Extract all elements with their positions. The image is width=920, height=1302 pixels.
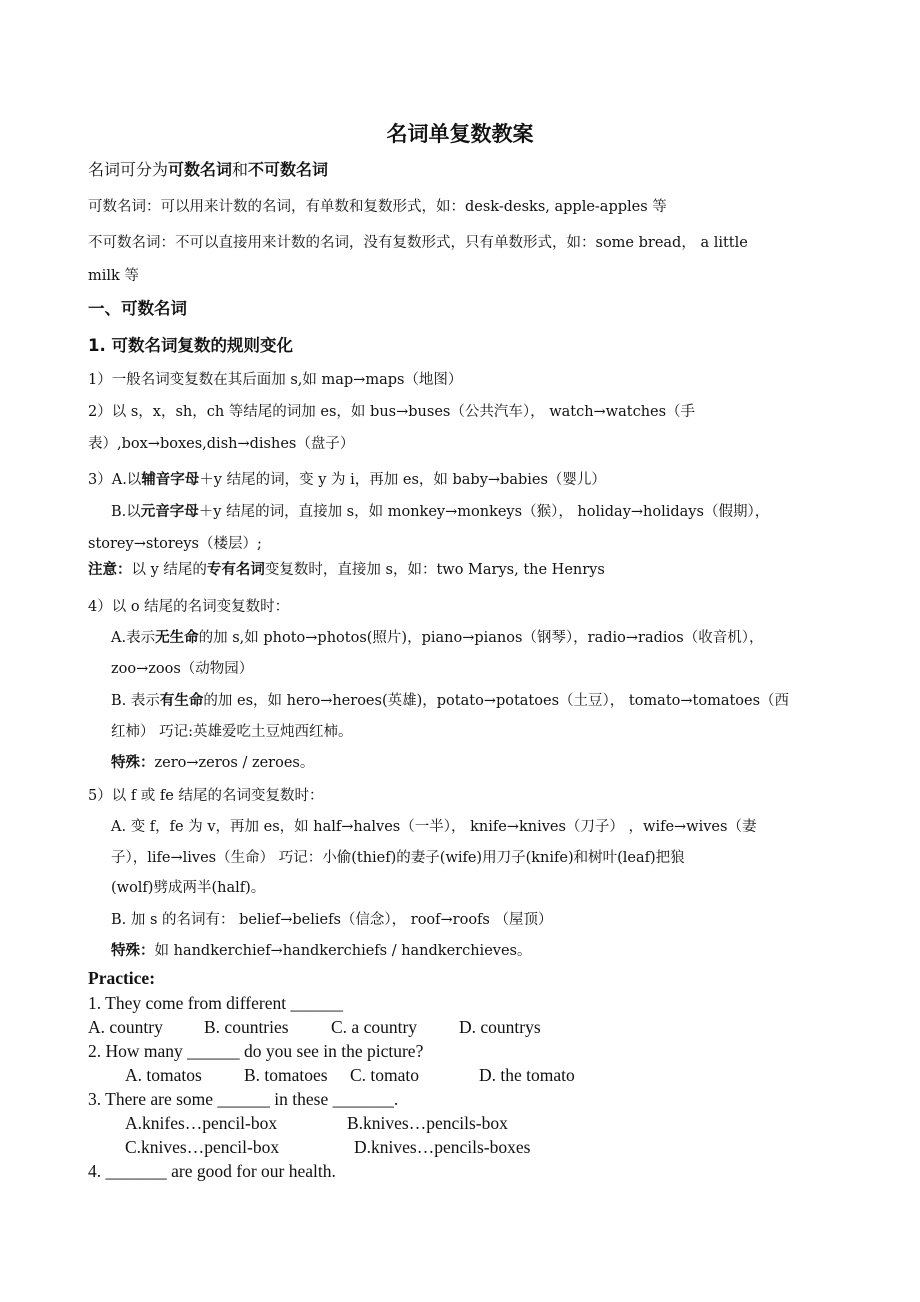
- def-uncountable-line2: milk 等: [88, 268, 139, 284]
- rule-4a: [111, 628, 763, 648]
- question-2: 2. How many ______ do you see in the picture?: [88, 1041, 424, 1061]
- intro-prefix: 名词可分为: [88, 160, 169, 179]
- rule-3a-post: ＋y 结尾的词，变 y 为 i，再加 es，如 baby→babies（婴儿）: [199, 472, 606, 488]
- note-pre: 以 y 结尾的: [131, 562, 207, 578]
- question-2-option-a: A. tomatos: [125, 1065, 202, 1085]
- rule-4b-line2: 红柿） 巧记:英雄爱吃土豆炖西红柿。: [111, 724, 353, 740]
- def-uncountable-line1: 不可数名词：不可以直接用来计数的名词，没有复数形式，只有单数形式，如：some bread， a little: [88, 235, 748, 251]
- question-3-option-a: A.knifes…pencil-box: [125, 1113, 278, 1133]
- question-1-option-a: A. country: [88, 1017, 163, 1037]
- page-title: 名词单复数教案: [386, 122, 534, 146]
- note-line: [88, 560, 605, 580]
- rule-5-special-label: 特殊：: [111, 942, 155, 959]
- rule-3a-bold: 辅音字母: [141, 471, 200, 488]
- rule-1: 1）一般名词变复数在其后面加 s,如 map→maps（地图）: [88, 372, 463, 388]
- rule-5a-line2: 子），life→lives（生命） 巧记：小偷(thief)的妻子(wife)用刀子(knife)和树叶(leaf)把狼: [111, 850, 685, 866]
- rule-3b-post: ＋y 结尾的词，直接加 s，如 monkey→monkeys（猴）， holiday→holidays（假期），: [198, 504, 770, 520]
- rule-4-special: [111, 753, 314, 773]
- rule-3b-pre: B.以: [111, 504, 141, 520]
- rule-4a-bold: 无生命: [155, 629, 199, 646]
- rule-5: 5）以 f 或 fe 结尾的名词变复数时：: [88, 788, 324, 804]
- rule-4a-pre: A.表示: [111, 630, 156, 646]
- note-bold: 专有名词: [206, 561, 265, 578]
- rule-2-line1: 2）以 s，x，sh，ch 等结尾的词加 es，如 bus→buses（公共汽车）， watch→watches（手: [88, 404, 696, 420]
- section-heading-countable: 一、可数名词: [88, 299, 187, 318]
- rule-2-line2: 表）,box→boxes,dish→dishes（盘子）: [88, 436, 355, 452]
- rule-4b-pre: B. 表示: [111, 693, 160, 709]
- rule-5-special-text: 如 handkerchief→handkerchiefs / handkerchieves。: [154, 943, 532, 959]
- question-3-option-b: B.knives…pencils-box: [347, 1113, 508, 1133]
- rule-4-special-text: zero→zeros / zeroes。: [154, 755, 315, 771]
- question-3: 3. There are some ______ in these _______.: [88, 1089, 399, 1109]
- subsection-heading-regular: 1. 可数名词复数的规则变化: [88, 336, 293, 355]
- rule-3b-line2: storey→storeys（楼层）;: [88, 536, 262, 552]
- intro-and: 和: [232, 160, 249, 179]
- question-3-option-d: D.knives…pencils-boxes: [354, 1137, 531, 1157]
- def-countable: 可数名词：可以用来计数的名词，有单数和复数形式，如：desk-desks, apple-apples 等: [88, 199, 667, 215]
- rule-3a: [88, 470, 606, 490]
- note-post: 变复数时，直接加 s，如：two Marys, the Henrys: [264, 562, 605, 578]
- rule-4b-post: 的加 es，如 hero→heroes(英雄)，potato→potatoes（土豆）， tomato→tomatoes（西: [203, 693, 790, 709]
- question-1-option-c: C. a country: [331, 1017, 418, 1037]
- rule-5a-line1: A. 变 f，fe 为 v，再加 es，如 half→halves（一半）， knife→knives（刀子） ，wife→wives（妻: [111, 819, 757, 835]
- question-1: 1. They come from different ______: [88, 993, 343, 1013]
- rule-4-special-label: 特殊：: [111, 754, 155, 771]
- rule-5b: B. 加 s 的名词有： belief→beliefs（信念）， roof→roofs （屋顶）: [111, 912, 553, 928]
- intro-uncountable: 不可数名词: [248, 160, 329, 179]
- question-1-option-b: B. countries: [204, 1017, 289, 1037]
- rule-5a-line3: (wolf)劈成两半(half)。: [111, 880, 266, 896]
- rule-5-special: [111, 941, 532, 961]
- rule-4: 4）以 o 结尾的名词变复数时：: [88, 599, 290, 615]
- practice-heading: Practice:: [88, 968, 156, 988]
- question-2-option-c: C. tomato: [350, 1065, 420, 1085]
- question-2-option-d: D. the tomato: [479, 1065, 575, 1085]
- rule-4a-line2: zoo→zoos（动物园）: [111, 661, 254, 677]
- rule-4a-post: 的加 s,如 photo→photos(照片)，piano→pianos（钢琴），radio→radios（收音机），: [198, 630, 764, 646]
- intro-countable: 可数名词: [168, 160, 233, 179]
- question-1-option-d: D. countrys: [459, 1017, 541, 1037]
- question-4: 4. _______ are good for our health.: [88, 1161, 336, 1181]
- note-label: 注意：: [88, 561, 132, 578]
- rule-3b-bold: 元音字母: [140, 503, 199, 520]
- rule-4b: [111, 691, 789, 711]
- question-3-option-c: C.knives…pencil-box: [125, 1137, 280, 1157]
- rule-4b-bold: 有生命: [159, 692, 204, 709]
- rule-3a-pre: 3）A.以: [88, 472, 142, 488]
- intro-line: [88, 160, 328, 180]
- question-2-option-b: B. tomatoes: [244, 1065, 328, 1085]
- rule-3b: [111, 502, 769, 522]
